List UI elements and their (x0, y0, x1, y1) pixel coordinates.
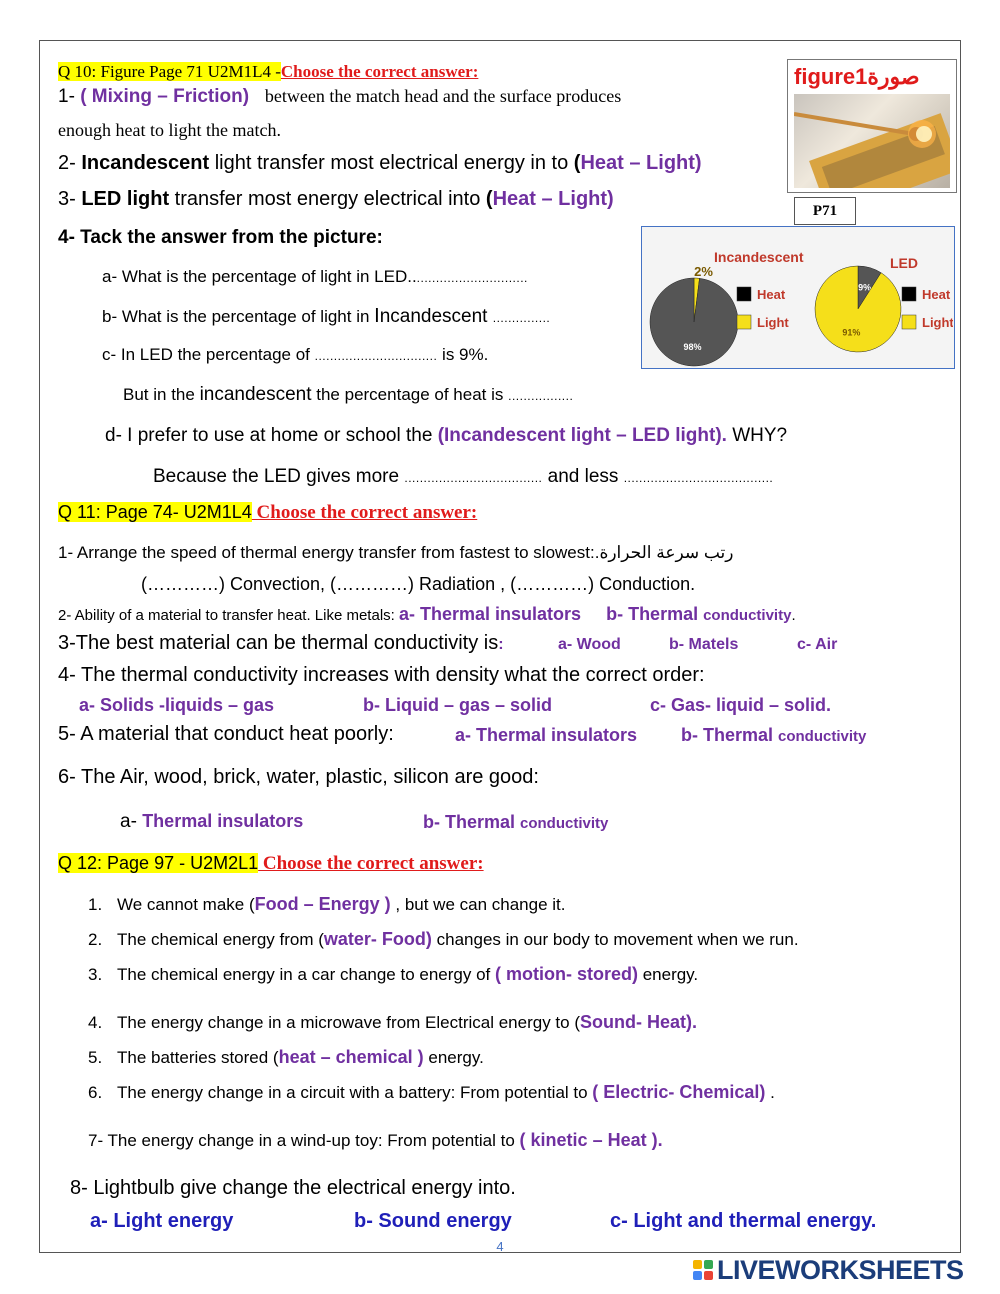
pie1-slice-light (815, 266, 901, 352)
q10-because-blank1[interactable]: .................................... (404, 471, 543, 485)
q11-item6: 6- The Air, wood, brick, water, plastic, silicon are good: (58, 766, 539, 788)
figure1-title: figure1صورة (794, 64, 920, 89)
q11-item2: 2- Ability of a material to transfer heat. Like metals: a- Thermal insulators b- Thermal conductivity. (58, 604, 796, 624)
q12-item-4-options[interactable]: Sound- Heat). (579, 1012, 697, 1032)
q11-header: Q 11: Page 74- U2M1L4 (58, 502, 252, 522)
q10-item1-line2: enough heat to light the match. (58, 120, 281, 140)
pie-charts-figure (641, 226, 955, 369)
q12-item-6-options[interactable]: ( Electric- Chemical) (592, 1082, 766, 1102)
q11-item3-opt-a[interactable]: a- Wood (558, 636, 621, 653)
q10-sub-a-blank[interactable]: ............................. (416, 271, 528, 285)
q12-item-6: 6. The energy change in a circuit with a battery: From potential to ( Electric- Chemical) . (88, 1082, 775, 1102)
q11-item3: 3-The best material can be thermal conductivity is: (58, 632, 504, 654)
q12-item-8-opt-b[interactable]: b- Sound energy (354, 1210, 512, 1232)
q12-header: Q 12: Page 97 - U2M2L1 (58, 853, 259, 873)
pie0-title: Incandescent (714, 249, 804, 265)
liveworksheets-brand: LIVEWORKSHEETS (717, 1254, 964, 1285)
pie1-label-heat: 9% (858, 282, 872, 293)
q12-item-8: 8- Lightbulb give change the electrical energy into. (70, 1177, 516, 1199)
q10-sub-b-blank[interactable]: ............... (492, 311, 551, 325)
q10-instruction: Choose the correct answer: (280, 62, 479, 81)
pie1-legend-swatch-heat (902, 287, 916, 301)
q11-item3-opt-b[interactable]: b- Matels (669, 636, 739, 653)
q12-item-3: 3. The chemical energy in a car change to energy of ( motion- stored) energy. (88, 964, 699, 984)
pie1-label-light: 91% (842, 327, 861, 338)
q11-item2-opt-b[interactable]: b- Thermal conductivity (606, 604, 792, 624)
pie0-legend-swatch-heat (737, 287, 751, 301)
pie0-legend-swatch-light (737, 315, 751, 329)
q10-item2-options[interactable]: Heat – Light) (580, 152, 702, 174)
q12-item-3-options[interactable]: ( motion- stored) (495, 964, 638, 984)
q11-item3-opt-c[interactable]: c- Air (797, 636, 838, 653)
q12-item-2: 2. The chemical energy from (water- Food) changes in our body to movement when we run. (88, 929, 799, 949)
q10-header: Q 10: Figure Page 71 U2M1L4 - (58, 62, 281, 81)
q10-item2: 2- Incandescent light transfer most electrical energy in to (Heat – Light) (58, 152, 702, 174)
figure1-box (787, 59, 957, 193)
pie0-label-light: 2% (694, 263, 713, 279)
q11-item4-opt-a[interactable]: a- Solids -liquids – gas (79, 695, 275, 715)
pie1-title: LED (890, 255, 918, 271)
q11-instruction: Choose the correct answer: (251, 502, 478, 523)
q10-item1-line1: 1- ( Mixing – Friction) between the match head and the surface produces (58, 86, 622, 107)
liveworksheets-icon (693, 1260, 713, 1280)
q11-item2-opt-a[interactable]: a- Thermal insulators (399, 604, 582, 624)
match-photo (794, 94, 950, 188)
q10-item3: 3- LED light transfer most energy electrical into (Heat – Light) (58, 188, 614, 210)
page-number: 4 (496, 1239, 504, 1254)
q12-item-8-opt-c[interactable]: c- Light and thermal energy. (610, 1210, 877, 1232)
q12-item-7: 7- The energy change in a wind-up toy: From potential to ( kinetic – Heat ). (88, 1130, 663, 1150)
q11-header-row (58, 502, 477, 524)
q12-item-2-options[interactable]: water- Food) (323, 929, 432, 949)
q10-sub-c2-blank[interactable]: ................. (508, 389, 574, 403)
pie0-label-heat: 98% (683, 342, 702, 353)
q10-sub-a: a- What is the percentage of light in LED............................... (102, 267, 528, 286)
q10-sub-c: c- In LED the percentage of ................................ is 9%. (102, 345, 489, 364)
q11-item5-opt-a[interactable]: a- Thermal insulators (455, 725, 638, 745)
q12-item-7-options[interactable]: ( kinetic – Heat ). (519, 1130, 663, 1150)
pie1-legend-label-light: Light (922, 315, 953, 330)
liveworksheets-logo (693, 1254, 964, 1285)
q10-because-blank2[interactable]: ....................................... (623, 471, 774, 485)
q11-item4: 4- The thermal conductivity increases with density what the correct order: (58, 664, 705, 686)
q11-item6-opt-a[interactable]: a- Thermal insulators (120, 811, 304, 832)
q11-item5: 5- A material that conduct heat poorly: (58, 723, 394, 745)
q10-item1-options[interactable]: ( Mixing – Friction) (80, 86, 250, 107)
pie1-legend-swatch-light (902, 315, 916, 329)
q11-item1: 1- Arrange the speed of thermal energy transfer from fastest to slowest:.رتب سرعة الحرارة (58, 543, 734, 562)
q11-item4-opt-c[interactable]: c- Gas- liquid – solid. (650, 695, 832, 715)
pie0-legend-label-light: Light (757, 315, 789, 330)
q10-sub-c2: But in the incandescent the percentage of heat is ................. (123, 384, 574, 405)
pie-charts-svg (642, 227, 953, 367)
q10-sub-d-options[interactable]: (Incandescent light – LED light). (437, 425, 727, 446)
q11-item5-opt-b[interactable]: b- Thermal conductivity (681, 725, 867, 745)
q10-sub-d: d- I prefer to use at home or school the (Incandescent light – LED light). WHY? (105, 425, 788, 446)
pie1-legend-label-heat: Heat (922, 287, 951, 302)
pie0-slice-heat (650, 278, 738, 366)
q10-because: Because the LED gives more .................................... and less ....................................... (153, 466, 774, 487)
q12-header-row (58, 853, 484, 875)
q12-item-8-opt-a[interactable]: a- Light energy (90, 1210, 234, 1232)
q11-item6-opt-b[interactable]: b- Thermal conductivity (423, 812, 609, 832)
q11-item4-opt-b[interactable]: b- Liquid – gas – solid (363, 695, 553, 715)
q10-header-row (58, 62, 478, 82)
q12-instruction: Choose the correct answer: (258, 853, 484, 874)
q12-item-5-options[interactable]: heat – chemical ) (278, 1047, 424, 1067)
q10-item3-options[interactable]: Heat – Light) (492, 188, 614, 210)
q12-item-4: 4. The energy change in a microwave from Electrical energy to (Sound- Heat). (88, 1012, 697, 1032)
figure1-page-label: P71 (794, 197, 856, 225)
q10-sub-c-blank[interactable]: ................................ (314, 349, 438, 363)
pie0-legend-label-heat: Heat (757, 287, 786, 302)
q12-item-1-options[interactable]: Food – Energy ) (254, 894, 391, 914)
q10-item4-title: 4- Tack the answer from the picture: (58, 227, 383, 248)
q12-item-5: 5. The batteries stored (heat – chemical ) energy. (88, 1047, 484, 1067)
q12-item-1: 1. We cannot make (Food – Energy ) , but we can change it. (88, 894, 566, 914)
q10-sub-b: b- What is the percentage of light in Incandescent ............... (102, 305, 551, 327)
q11-item1-row[interactable]: (…………) Convection, (…………) Radiation , (…………) Conduction. (141, 574, 696, 594)
